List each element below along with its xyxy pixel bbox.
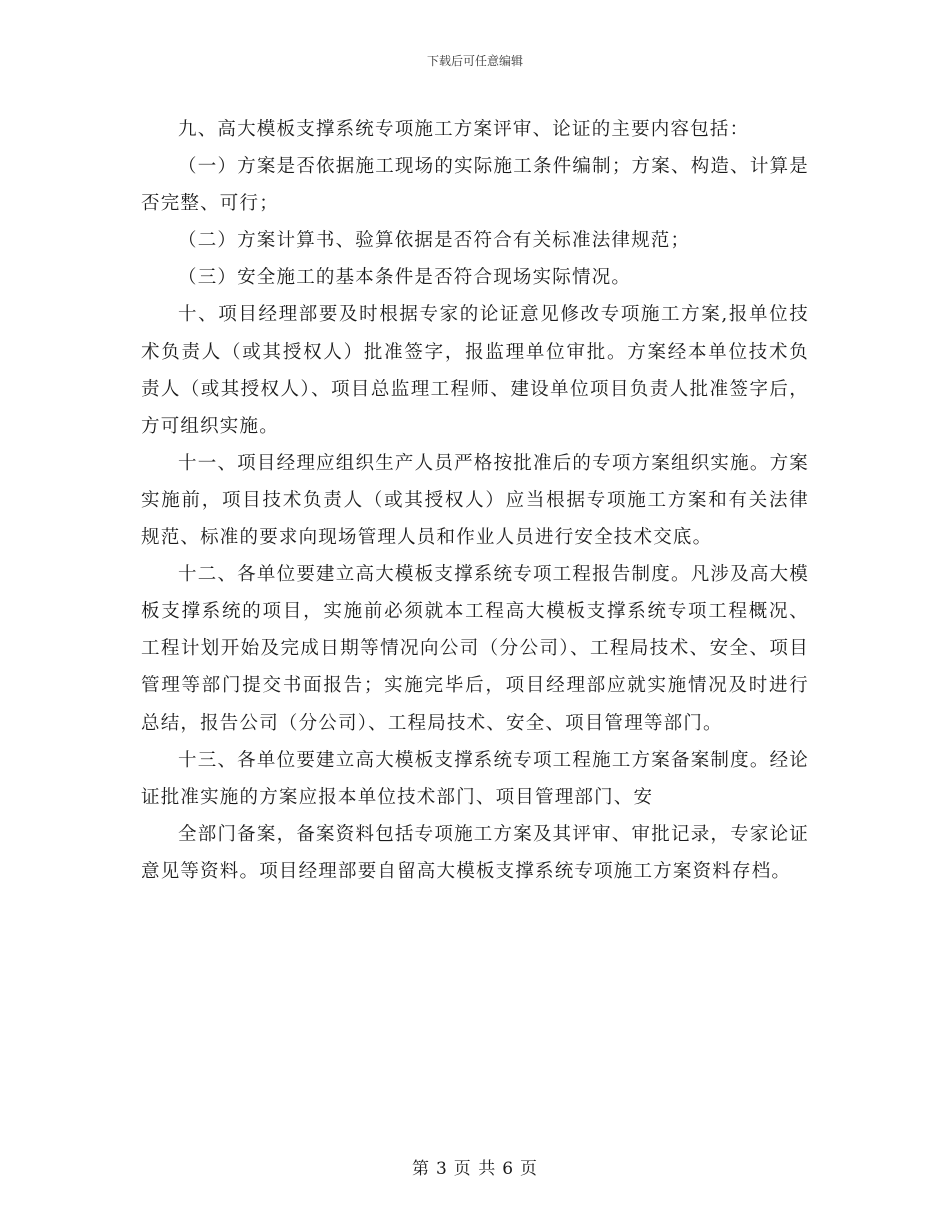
- paragraph-10: 十、项目经理部要及时根据专家的论证意见修改专项施工方案,报单位技术负责人（或其授权人）批准签字，报监理单位审批。方案经本单位技术负责人（或其授权人）、项目总监理工程师、建设单位项目负责人批准签字后，方可组织实施。: [141, 304, 809, 437]
- paragraph-9-heading: 九、高大模板支撑系统专项施工方案评审、论证的主要内容包括：: [178, 119, 750, 140]
- page-number-footer: [0, 1154, 950, 1179]
- paragraph-11: 十一、项目经理应组织生产人员严格按批准后的专项方案组织实施。方案实施前，项目技术负责人（或其授权人）应当根据专项施工方案和有关法律规范、标准的要求向现场管理人员和作业人员进行安全技术交底。: [141, 452, 809, 549]
- current-page-number: 3: [435, 1159, 448, 1179]
- paragraph-9-item-2: （二）方案计算书、验算依据是否符合有关标准法律规范；: [178, 230, 691, 252]
- paragraph-9-item-1: （一）方案是否依据施工现场的实际施工条件编制；方案、构造、计算是否完整、可行；: [141, 156, 809, 215]
- total-pages-number: 6: [502, 1159, 515, 1179]
- footer-suffix: 页: [520, 1159, 539, 1179]
- footer-middle: 页 共: [453, 1159, 497, 1179]
- document-body: [141, 111, 809, 890]
- paragraph-9-item-3: （三）安全施工的基本条件是否符合现场实际情况。: [178, 267, 632, 289]
- header-note: 下载后可任意编辑: [426, 54, 523, 68]
- footer-prefix: 第: [411, 1159, 430, 1179]
- paragraph-12: 十二、各单位要建立高大模板支撑系统专项工程报告制度。凡涉及高大模板支撑系统的项目，实施前必须就本工程高大模板支撑系统专项工程概况、工程计划开始及完成日期等情况向公司（分公司）、工程局技术、安全、项目管理等部门提交书面报告；实施完毕后，项目经理部应就实施情况及时进行总结，报告公司（分公司）、工程局技术、安全、项目管理等部门。: [141, 564, 809, 734]
- paragraph-13: 十三、各单位要建立高大模板支撑系统专项工程施工方案备案制度。经论证批准实施的方案应报本单位技术部门、项目管理部门、安: [141, 749, 809, 808]
- paragraph-13-continued: 全部门备案，备案资料包括专项施工方案及其评审、审批记录，专家论证意见等资料。项目经理部要自留高大模板支撑系统专项施工方案资料存档。: [141, 823, 809, 882]
